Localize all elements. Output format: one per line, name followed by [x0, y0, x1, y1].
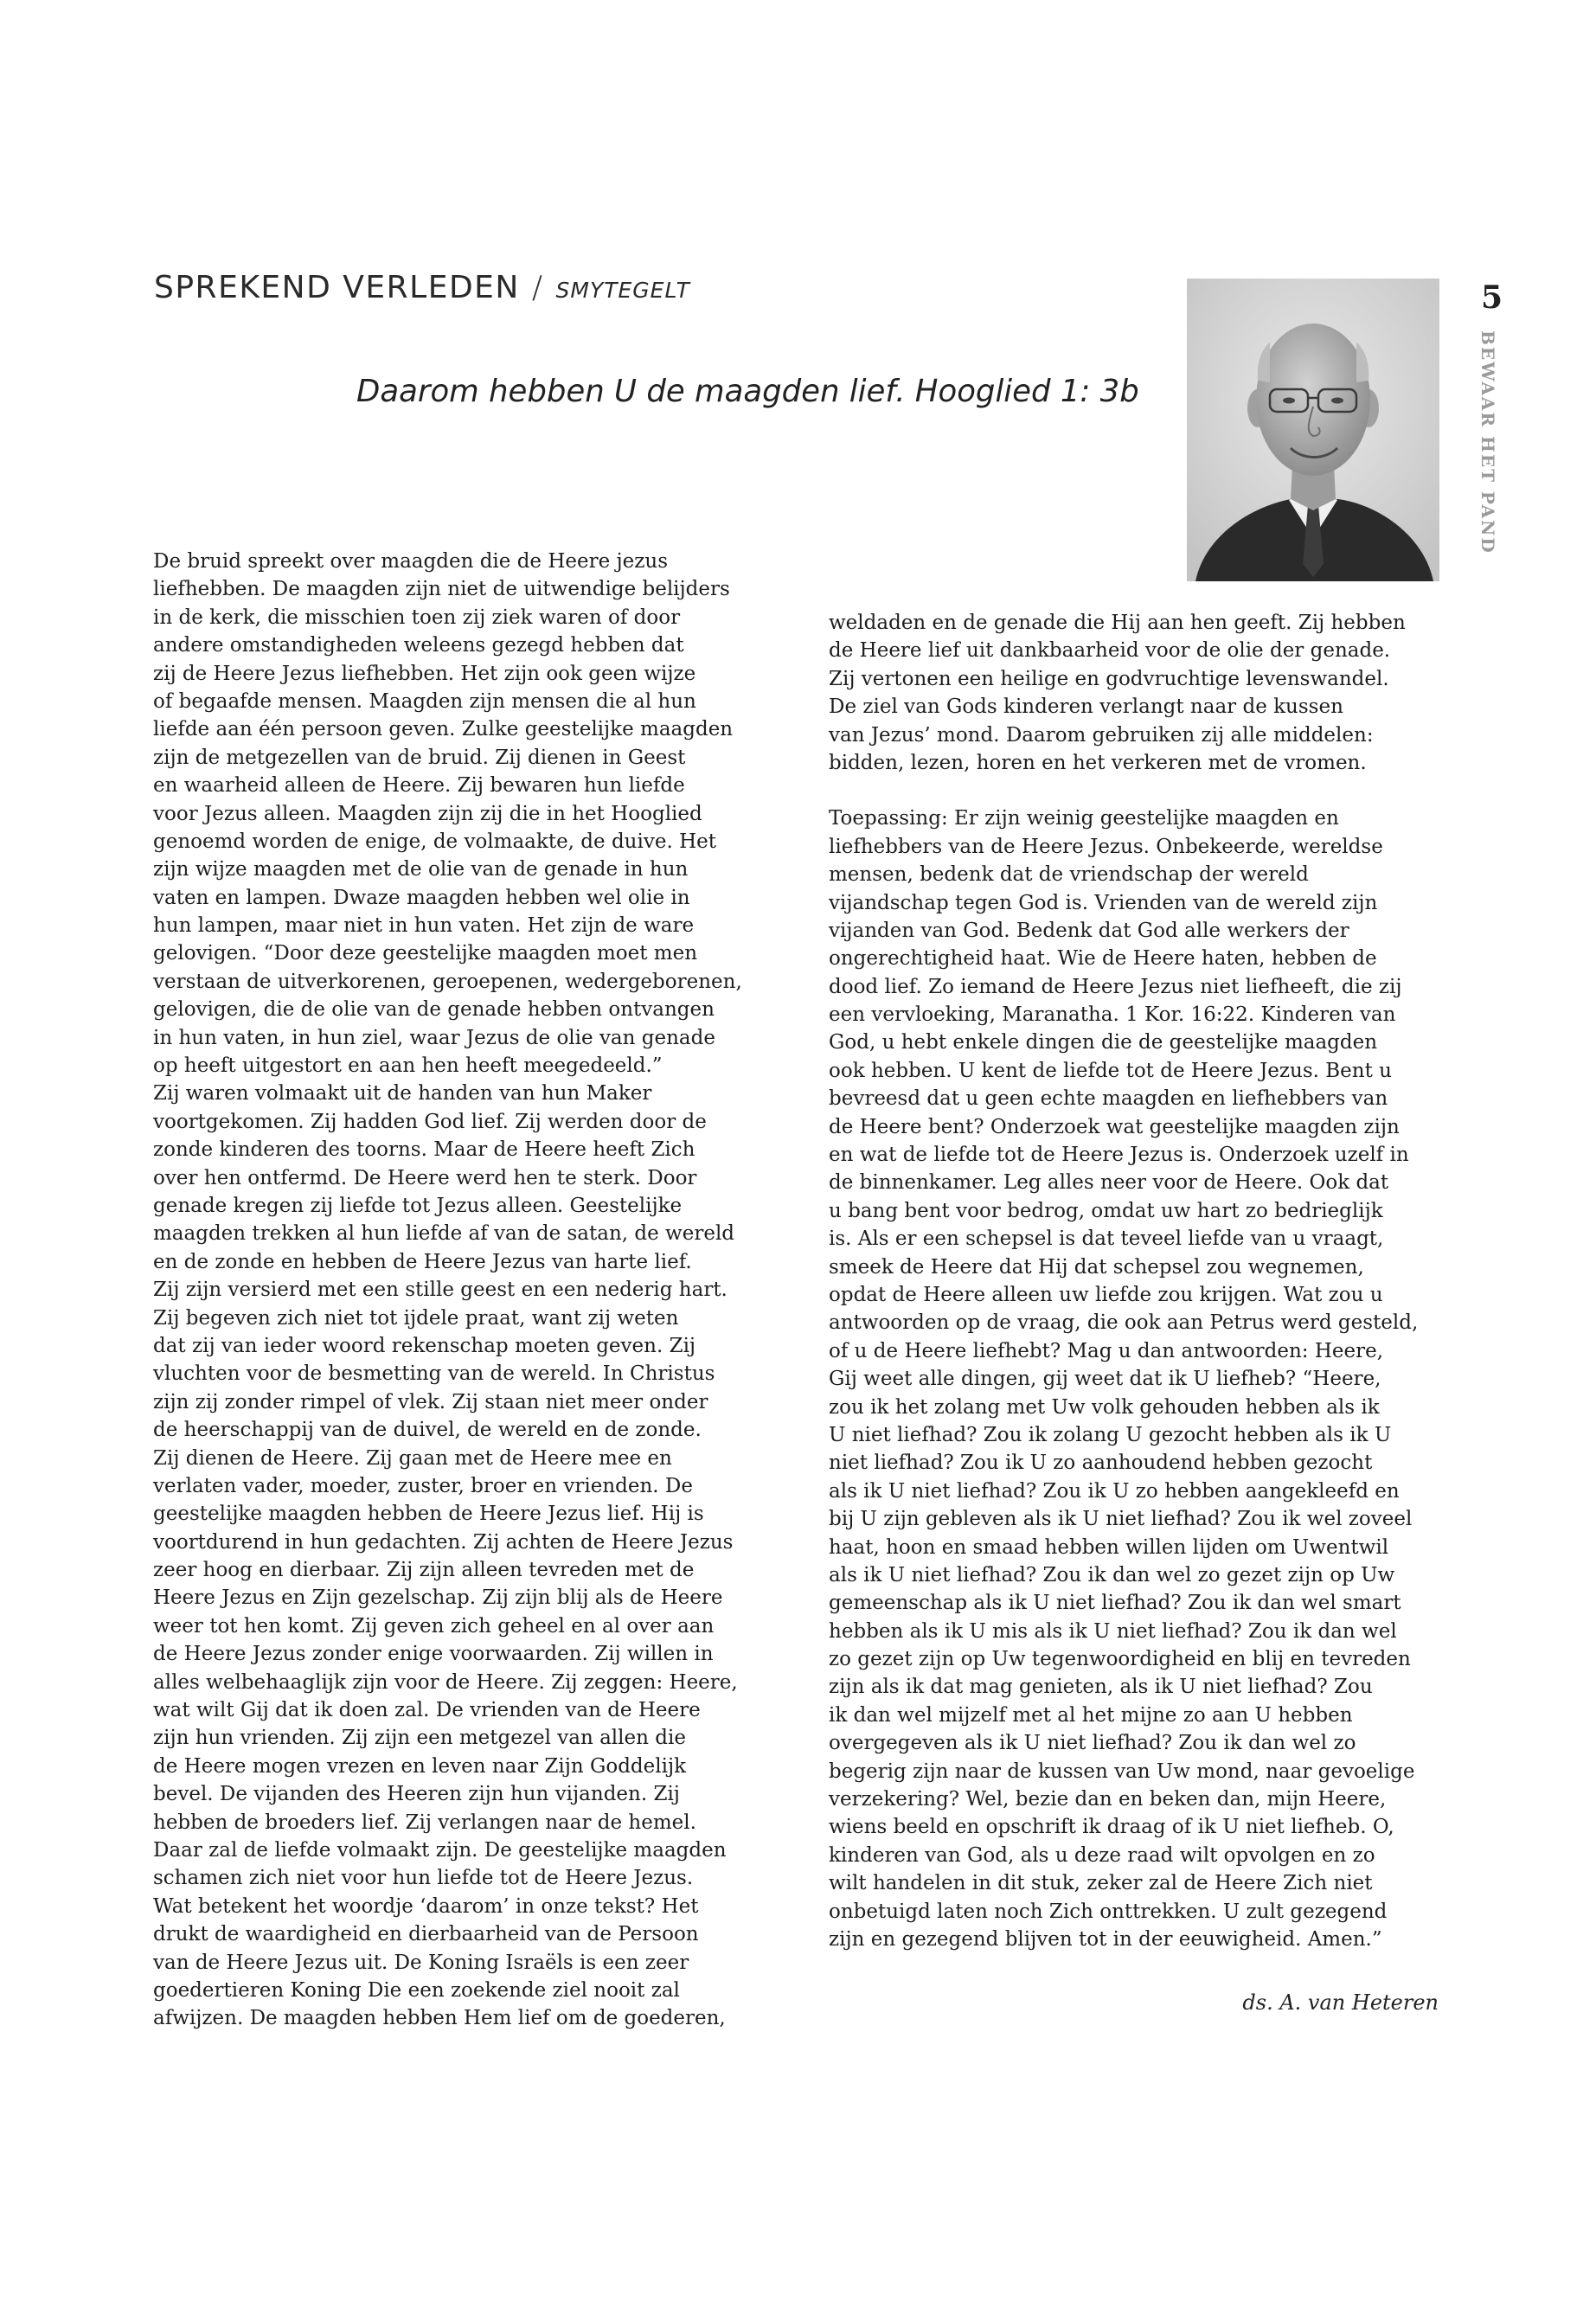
text-line: antwoorden op de vraag, die ook aan Petrus werd gesteld, [829, 1311, 1419, 1335]
text-line: of u de Heere liefhebt? Mag u dan antwoorden: Heere, [829, 1339, 1384, 1362]
text-line: voortgekomen. Zij hadden God lief. Zij werden door de [153, 1110, 707, 1133]
article-subtitle: Daarom hebben U de maagden lief. Hooglied 1: 3b [356, 374, 1139, 409]
text-line: zij de Heere Jezus liefhebben. Het zijn ook geen wijze [153, 662, 696, 685]
text-line: zijn zij zonder rimpel of vlek. Zij staan niet meer onder [153, 1390, 708, 1413]
text-line: genade kregen zij liefde tot Jezus alleen. Geestelijke [153, 1194, 683, 1217]
text-line: zijn wijze maagden met de olie van de genade in hun [153, 858, 689, 881]
text-line: bidden, lezen, horen en het verkeren met de vromen. [829, 751, 1367, 774]
text-line: in hun vaten, in hun ziel, waar Jezus de olie van genade [153, 1026, 715, 1049]
text-line: dat zij van ieder woord rekenschap moeten geven. Zij [153, 1334, 696, 1357]
text-line: drukt de waardigheid en dierbaarheid van de Persoon [153, 1923, 699, 1946]
header-separator: / [531, 270, 544, 305]
running-title: BEWAAR HET PAND [1477, 330, 1498, 554]
text-line: hebben de broeders lief. Zij verlangen naar de hemel. [153, 1811, 696, 1834]
text-line: en waarheid alleen de Heere. Zij bewaren hun liefde [153, 774, 685, 798]
text-line: smeek de Heere dat Hij dat schepsel zou wegnemen, [829, 1255, 1364, 1279]
text-line: zijn de metgezellen van de bruid. Zij dienen in Geest [153, 746, 686, 769]
text-line: alles welbehaaglijk zijn voor de Heere. Zij zeggen: Heere, [153, 1670, 738, 1694]
text-line: vijanden van God. Bedenk dat God alle werkers der [829, 919, 1349, 942]
text-line: u bang bent voor bedrog, omdat uw hart zo bedrieglijk [829, 1199, 1383, 1222]
text-line: van de Heere Jezus uit. De Koning Israëls is een zeer [153, 1951, 689, 1974]
text-line: afwijzen. De maagden hebben Hem lief om de goederen, [153, 2007, 726, 2030]
text-line: maagden trekken al hun liefde af van de satan, de wereld [153, 1222, 735, 1246]
text-line: of begaafde mensen. Maagden zijn mensen die al hun [153, 689, 696, 713]
text-line: vaten en lampen. Dwaze maagden hebben wel olie in [153, 886, 690, 909]
text-line: Wat betekent het woordje ‘daarom’ in onze tekst? Het [153, 1894, 699, 1918]
text-line: in de kerk, die misschien toen zij ziek waren of door [153, 606, 681, 629]
text-line: een vervloeking, Maranatha. 1 Kor. 16:22. Kinderen van [829, 1003, 1396, 1027]
section-title: SPREKEND VERLEDEN [154, 270, 520, 305]
text-line: niet liefhad? Zou ik U zo aanhoudend hebben gezocht [829, 1452, 1373, 1475]
text-line: weer tot hen komt. Zij geven zich geheel en al over aan [153, 1614, 715, 1638]
text-line: opdat de Heere alleen uw liefde zou krijgen. Wat zou u [829, 1283, 1383, 1306]
text-line: Zij waren volmaakt uit de handen van hun Maker [153, 1082, 652, 1106]
text-line: hebben als ik U mis als ik U niet liefhad? Zou ik dan wel [829, 1619, 1397, 1643]
text-line: Toepassing: Er zijn weinig geestelijke maagden en [829, 807, 1339, 830]
text-line: De bruid spreekt over maagden die de Heere jezus [153, 550, 669, 573]
text-line: ongerechtigheid haat. Wie de Heere haten, hebben de [829, 947, 1377, 971]
text-line: liefhebbers van de Heere Jezus. Onbekeerde, wereldse [829, 835, 1383, 858]
text-line: bij U zijn gebleven als ik U niet liefhad? Zou ik wel zoveel [829, 1508, 1413, 1531]
text-line: Zij vertonen een heilige en godvruchtige levenswandel. [829, 667, 1389, 690]
text-line: bevreesd dat u geen echte maagden en liefhebbers van [829, 1087, 1388, 1111]
text-line: zeer hoog en dierbaar. Zij zijn alleen tevreden met de [153, 1559, 695, 1582]
text-line: verzekering? Wel, bezie dan en beken dan, mijn Heere, [829, 1788, 1387, 1811]
author-signature: ds. A. van Heteren [1242, 1990, 1439, 2015]
text-line: de Heere mogen vrezen en leven naar Zijn Goddelijk [153, 1754, 687, 1778]
text-line: voor Jezus alleen. Maagden zijn zij die in het Hooglied [153, 802, 702, 825]
text-line: en de zonde en hebben de Heere Jezus van harte lief. [153, 1250, 692, 1273]
text-line: Heere Jezus en Zijn gezelschap. Zij zijn blij als de Heere [153, 1586, 723, 1610]
text-line: zijn en gezegend blijven tot in der eeuwigheid. Amen.” [829, 1927, 1382, 1951]
text-line: zonde kinderen des toorns. Maar de Heere heeft Zich [153, 1138, 695, 1162]
portrait-illustration [1187, 279, 1439, 581]
text-line: God, u hebt enkele dingen die de geestelijke maagden [829, 1031, 1378, 1054]
text-line: ik dan wel mijzelf met al het mijne zo aan U hebben [829, 1703, 1353, 1727]
text-line: Daar zal de liefde volmaakt zijn. De geestelijke maagden [153, 1838, 727, 1862]
text-line: de Heere bent? Onderzoek wat geestelijke maagden zijn [829, 1115, 1400, 1138]
text-line: schamen zich niet voor hun liefde tot de Heere Jezus. [153, 1867, 694, 1890]
text-line: mensen, bedenk dat de vriendschap der wereld [829, 863, 1309, 887]
text-line: wilt handelen in dit stuk, zeker zal de Heere Zich niet [829, 1872, 1373, 1895]
text-line: verstaan de uitverkorenen, geroepenen, wedergeborenen, [153, 970, 742, 993]
text-line: Gij weet alle dingen, gij weet dat ik U liefheb? “Heere, [829, 1368, 1381, 1391]
page-number: 5 [1481, 279, 1503, 316]
text-line: op heeft uitgestort en aan hen heeft meegedeeld.” [153, 1054, 663, 1078]
text-line: andere omstandigheden weleens gezegd hebben dat [153, 634, 684, 657]
text-line: U niet liefhad? Zou ik zolang U gezocht hebben als ik U [829, 1423, 1392, 1446]
left-column [153, 548, 742, 2033]
text-line: en wat de liefde tot de Heere Jezus is. Onderzoek uzelf in [829, 1144, 1409, 1167]
text-line: als ik U niet liefhad? Zou ik U zo hebben aangekleefd en [829, 1479, 1400, 1503]
text-line: geestelijke maagden hebben de Heere Jezus lief. Hij is [153, 1503, 704, 1526]
text-line: vijandschap tegen God is. Vrienden van de wereld zijn [829, 891, 1378, 914]
author-photo [1187, 279, 1439, 581]
paragraph-gap [829, 777, 1418, 804]
text-line: liefde aan één persoon geven. Zulke geestelijke maagden [153, 718, 734, 741]
text-line: zo gezet zijn op Uw tegenwoordigheid en blij en tevreden [829, 1648, 1411, 1671]
text-line: over hen ontfermd. De Heere werd hen te sterk. Door [153, 1166, 697, 1189]
text-line: ook hebben. U kent de liefde tot de Heere Jezus. Bent u [829, 1059, 1392, 1082]
text-line: overgegeven als ik U niet liefhad? Zou ik dan wel zo [829, 1732, 1356, 1755]
text-line: wiens beeld en opschrift ik draag of ik U niet liefheb. O, [829, 1816, 1394, 1839]
text-line: weldaden en de genade die Hij aan hen geeft. Zij hebben [829, 612, 1406, 634]
text-line: haat, hoon en smaad hebben willen lijden om Uwentwil [829, 1535, 1389, 1559]
section-author: SMYTEGELT [555, 278, 690, 303]
right-column [829, 609, 1418, 1953]
text-line: verlaten vader, moeder, zuster, broer en vrienden. De [153, 1474, 693, 1497]
text-line: hun lampen, maar niet in hun vaten. Het zijn de ware [153, 914, 695, 938]
text-line: is. Als er een schepsel is dat teveel liefde van u vraagt, [829, 1227, 1384, 1251]
text-line: de binnenkamer. Leg alles neer voor de Heere. Ook dat [829, 1171, 1389, 1195]
text-line: liefhebben. De maagden zijn niet de uitwendige belijders [153, 578, 730, 601]
text-line: Zij dienen de Heere. Zij gaan met de Heere mee en [153, 1446, 672, 1470]
text-line: Zij begeven zich niet tot ijdele praat, want zij weten [153, 1306, 679, 1330]
text-line: de heerschappij van de duivel, de wereld en de zonde. [153, 1419, 702, 1442]
text-line: gelovigen. “Door deze geestelijke maagden moet men [153, 942, 698, 965]
text-line: De ziel van Gods kinderen verlangt naar de kussen [829, 695, 1343, 719]
text-line: wat wilt Gij dat ik doen zal. De vrienden van de Heere [153, 1699, 701, 1722]
text-line: dood lief. Zo iemand de Heere Jezus niet liefheeft, die zij [829, 975, 1402, 998]
section-header [154, 270, 690, 305]
text-line: gelovigen, die de olie van de genade hebben ontvangen [153, 998, 715, 1022]
text-line: zijn als ik dat mag genieten, als ik U niet liefhad? Zou [829, 1676, 1373, 1699]
text-line: als ik U niet liefhad? Zou ik dan wel zo gezet zijn op Uw [829, 1563, 1395, 1586]
text-line: de Heere lief uit dankbaarheid voor de olie der genade. [829, 639, 1391, 663]
text-line: Zij zijn versierd met een stille geest en een nederig hart. [153, 1279, 727, 1302]
text-line: de Heere Jezus zonder enige voorwaarden. Zij willen in [153, 1643, 714, 1666]
text-line: zou ik het zolang met Uw volk gehouden hebben als ik [829, 1395, 1380, 1419]
text-line: gemeenschap als ik U niet liefhad? Zou ik dan wel smart [829, 1592, 1401, 1615]
text-line: voortdurend in hun gedachten. Zij achten de Heere Jezus [153, 1530, 734, 1554]
text-line: bevel. De vijanden des Heeren zijn hun vijanden. Zij [153, 1783, 680, 1806]
text-line: goedertieren Koning Die een zoekende ziel nooit zal [153, 1978, 680, 2002]
text-line: kinderen van God, als u deze raad wilt opvolgen en zo [829, 1843, 1375, 1867]
text-line: onbetuigd laten noch Zich onttrekken. U zult gezegend [829, 1900, 1388, 1923]
text-line: begerig zijn naar de kussen van Uw mond, naar gevoelige [829, 1759, 1415, 1783]
text-line: genoemd worden de enige, de volmaakte, de duive. Het [153, 830, 716, 853]
text-line: van Jezus’ mond. Daarom gebruiken zij alle middelen: [829, 723, 1374, 747]
text-line: zijn hun vrienden. Zij zijn een metgezel van allen die [153, 1727, 686, 1750]
text-line: vluchten voor de besmetting van de wereld. In Christus [153, 1362, 715, 1386]
